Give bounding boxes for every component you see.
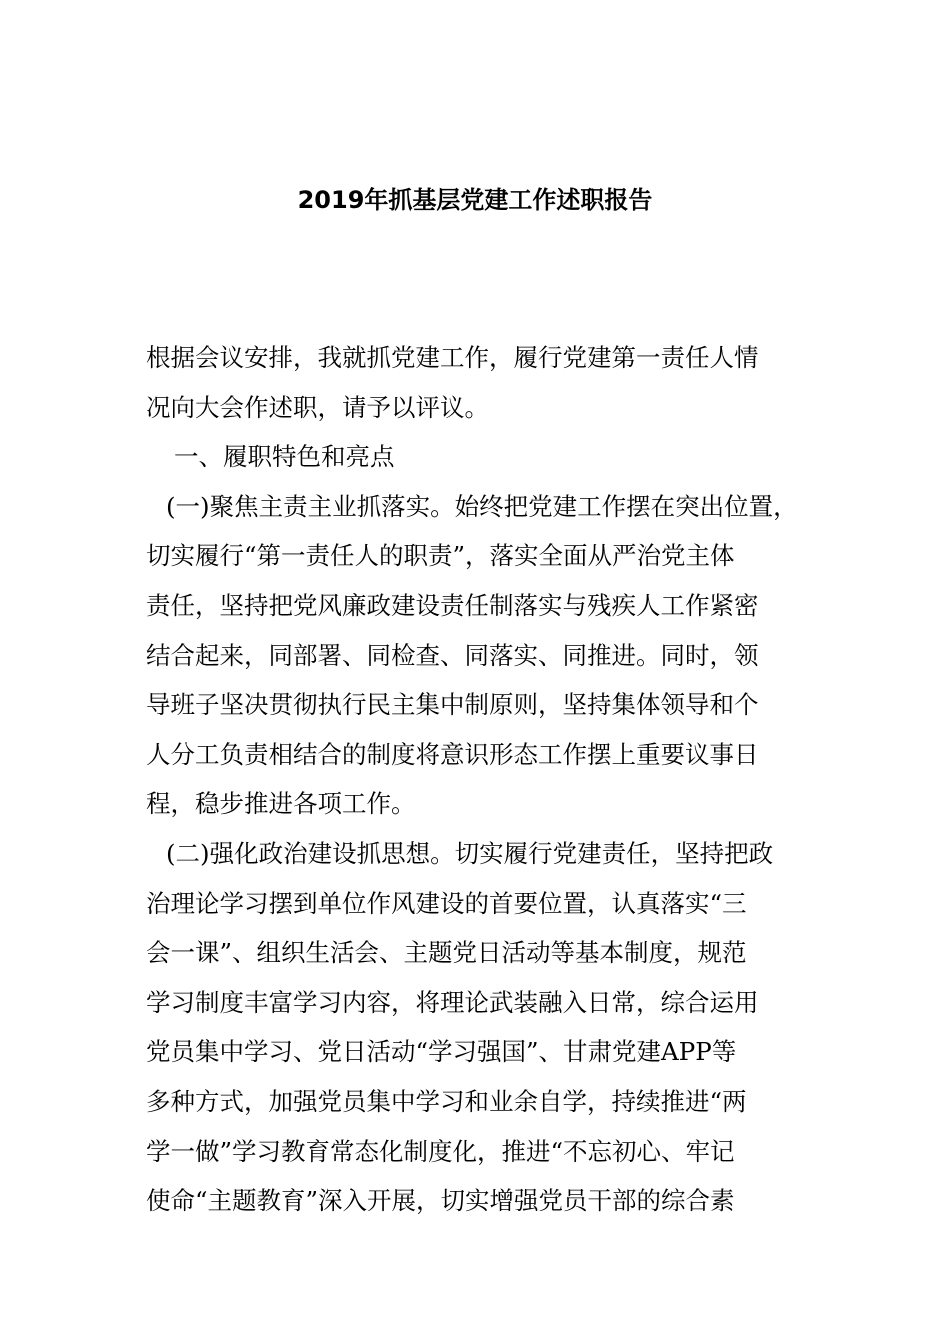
subsection-heading-line: (二)强化政治建设抓思想。切实履行党建责任，坚持把政 bbox=[166, 838, 774, 868]
document-title: 2019年抓基层党建工作述职报告 bbox=[297, 186, 653, 214]
body-line: 会一课”、组织生活会、主题党日活动等基本制度，规范 bbox=[146, 938, 747, 968]
body-line: 况向大会作述职，请予以评议。 bbox=[146, 392, 489, 422]
body-line: 治理论学习摆到单位作风建设的首要位置，认真落实“三 bbox=[146, 888, 747, 918]
body-line: 党员集中学习、党日活动“学习强国”、甘肃党建APP等 bbox=[146, 1037, 737, 1067]
body-line: 程，稳步推进各项工作。 bbox=[146, 789, 416, 819]
body-line: 根据会议安排，我就抓党建工作，履行党建第一责任人情 bbox=[146, 343, 759, 372]
body-line: 责任，坚持把党风廉政建设责任制落实与残疾人工作紧密 bbox=[146, 590, 759, 620]
body-line: 人分工负责相结合的制度将意识形态工作摆上重要议事日 bbox=[146, 739, 759, 769]
subsection-heading-line: (一)聚焦主责主业抓落实。始终把党建工作摆在突出位置， bbox=[166, 491, 798, 521]
body-line: 切实履行“第一责任人的职责”，落实全面从严治党主体 bbox=[146, 541, 735, 571]
body-line: 学习制度丰富学习内容，将理论武装融入日常，综合运用 bbox=[146, 987, 759, 1017]
section-heading: 一、履职特色和亮点 bbox=[174, 442, 395, 472]
body-line: 结合起来，同部署、同检查、同落实、同推进。同时，领 bbox=[146, 640, 759, 670]
body-line: 多种方式，加强党员集中学习和业余自学，持续推进“两 bbox=[146, 1086, 747, 1116]
body-line: 学一做”学习教育常态化制度化，推进“不忘初心、牢记 bbox=[146, 1136, 735, 1166]
document-body bbox=[146, 333, 826, 1226]
body-line: 导班子坚决贯彻执行民主集中制原则，坚持集体领导和个 bbox=[146, 690, 759, 720]
body-line: 使命“主题教育”深入开展，切实增强党员干部的综合素 bbox=[146, 1186, 735, 1216]
